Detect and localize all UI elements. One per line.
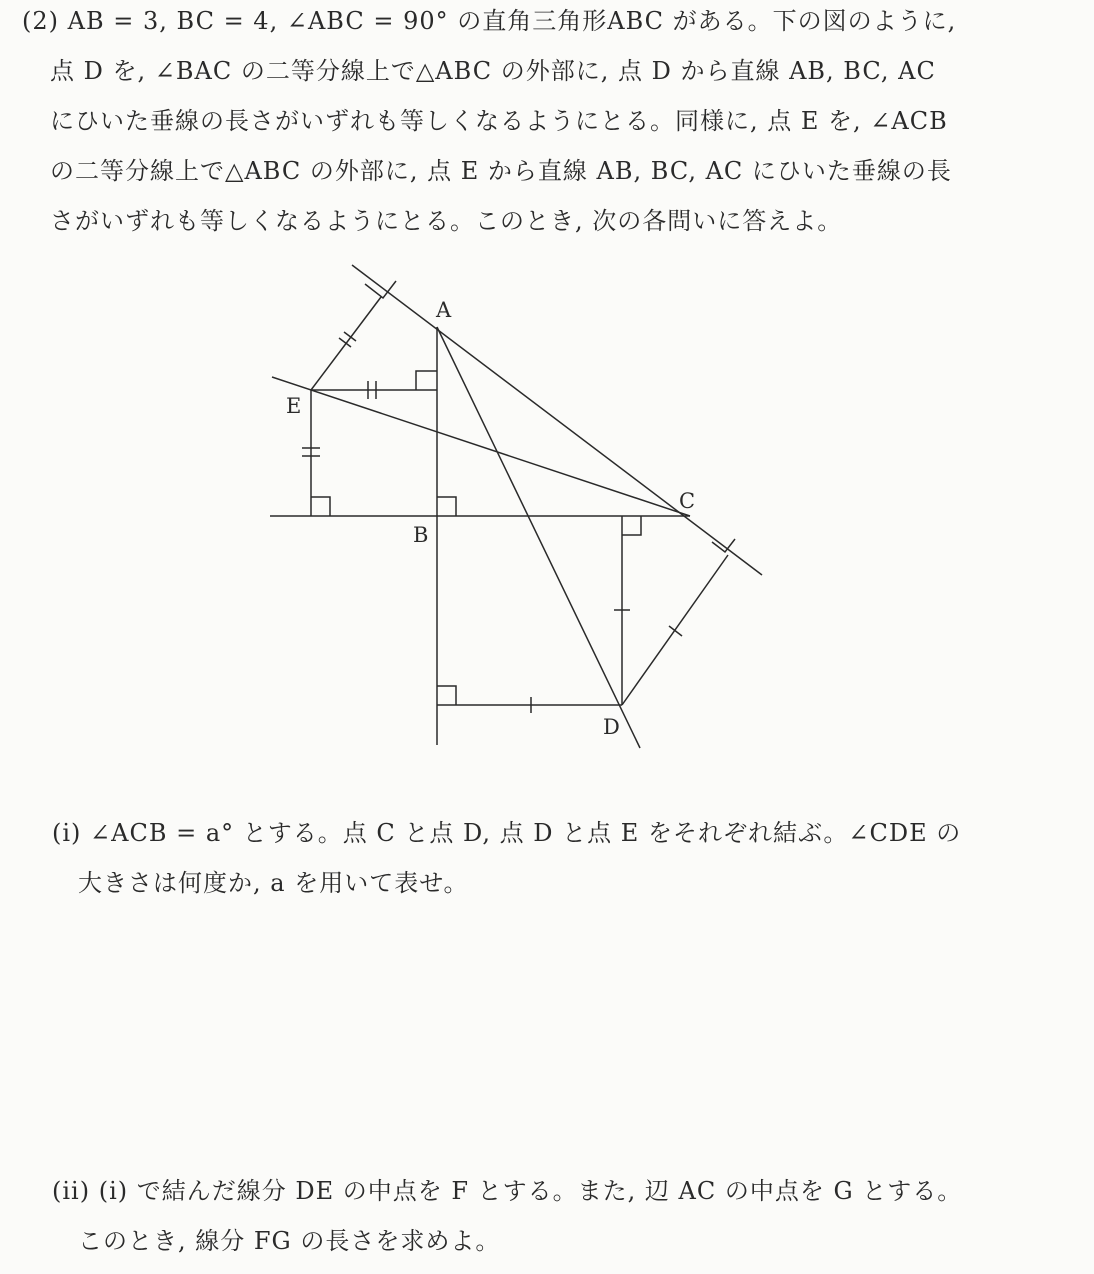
right-angle-mark bbox=[622, 516, 641, 535]
problem-line-5: さがいずれも等しくなるようにとる。このとき, 次の各問いに答えよ。 bbox=[50, 207, 843, 235]
problem-line-4: の二等分線上で△ABC の外部に, 点 E から直線 AB, BC, AC にひいた垂線の長 bbox=[50, 157, 952, 185]
point-label-c: C bbox=[679, 489, 696, 513]
question-ii-line-2: このとき, 線分 FG の長さを求めよ。 bbox=[78, 1227, 501, 1255]
line-ec bbox=[272, 377, 690, 516]
line-ad bbox=[437, 327, 640, 748]
right-angle-mark bbox=[437, 497, 456, 516]
question-ii-line-1: (ii) (i) で結んだ線分 DE の中点を F とする。また, 辺 AC の中点を G とする。 bbox=[52, 1177, 963, 1205]
question-i-line-1: (i) ∠ACB = a° とする。点 C と点 D, 点 D と点 E をそれぞれ結ぶ。∠CDE の bbox=[52, 819, 962, 847]
point-label-b: B bbox=[413, 523, 429, 547]
problem-line-3: にひいた垂線の長さがいずれも等しくなるようにとる。同様に, 点 E を, ∠ACB bbox=[50, 107, 948, 135]
question-i-line-2: 大きさは何度か, a を用いて表せ。 bbox=[78, 869, 469, 897]
problem-line-2: 点 D を, ∠BAC の二等分線上で△ABC の外部に, 点 D から直線 AB, BC, AC bbox=[50, 57, 936, 85]
right-angle-mark bbox=[437, 686, 456, 705]
right-angle-mark bbox=[416, 371, 437, 390]
point-label-e: E bbox=[286, 394, 302, 418]
point-label-d: D bbox=[603, 715, 620, 739]
right-angle-mark bbox=[311, 497, 330, 516]
problem-line-1: (2) AB = 3, BC = 4, ∠ABC = 90° の直角三角形ABC がある。下の図のように, bbox=[22, 7, 957, 35]
point-label-a: A bbox=[436, 298, 452, 322]
